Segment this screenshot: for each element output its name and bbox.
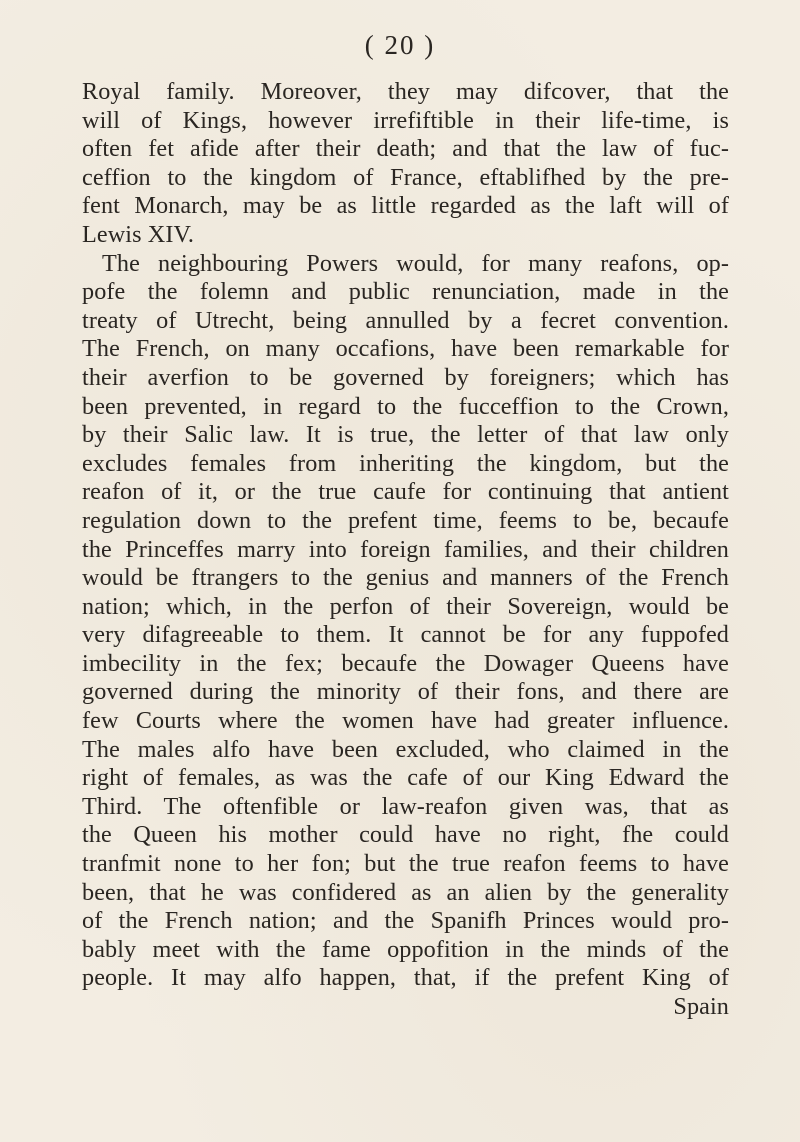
text-line: excludes females from inheriting the kingdom, but the xyxy=(82,449,729,477)
text-line: bably meet with the fame oppofition in the minds of the xyxy=(82,935,729,963)
text-line: reafon of it, or the true caufe for continuing that antient xyxy=(82,478,729,506)
text-line: few Courts where the women have had greater influence. xyxy=(82,707,729,735)
catchword: Spain xyxy=(673,993,729,1020)
text-line: regulation down to the prefent time, feems to be, becaufe xyxy=(82,506,729,534)
text-line: the Queen his mother could have no right, fhe could xyxy=(82,821,729,849)
text-line: The males alfo have been excluded, who claimed in the xyxy=(82,735,729,763)
text-line: people. It may alfo happen, that, if the prefent King of xyxy=(82,964,729,992)
text-line: by their Salic law. It is true, the letter of that law only xyxy=(82,421,729,449)
text-line: their averfion to be governed by foreigners; which has xyxy=(82,363,729,391)
text-line: been, that he was confidered as an alien by the generality xyxy=(82,878,729,906)
text-line: nation; which, in the perfon of their Sovereign, would be xyxy=(82,592,729,620)
page-number: ( 20 ) xyxy=(364,30,436,60)
text-line: governed during the minority of their fons, and there are xyxy=(82,678,729,706)
text-line: the Princeffes marry into foreign families, and their children xyxy=(82,535,729,563)
text-line: of the French nation; and the Spanifh Princes would pro- xyxy=(82,907,729,935)
text-line: fent Monarch, may be as little regarded as the laft will of xyxy=(82,192,729,220)
text-line: would be ftrangers to the genius and manners of the French xyxy=(82,564,729,592)
text-line: often fet afide after their death; and that the law of fuc- xyxy=(82,135,729,163)
text-line: The French, on many occafions, have been remarkable for xyxy=(82,335,729,363)
text-line: will of Kings, however irrefiftible in their life-time, is xyxy=(82,106,729,134)
text-line: right of females, as was the cafe of our King Edward the xyxy=(82,764,729,792)
text-line: Lewis XIV. xyxy=(82,220,195,248)
text-line: Third. The oftenfible or law-reafon given was, that as xyxy=(82,792,729,820)
text-line: tranfmit none to her fon; but the true reafon feems to have xyxy=(82,850,729,878)
text-line: pofe the folemn and public renunciation, made in the xyxy=(82,278,729,306)
text-line: ceffion to the kingdom of France, eftablifhed by the pre- xyxy=(82,163,729,191)
text-line: The neighbouring Powers would, for many reafons, op- xyxy=(102,249,729,277)
text-line: very difagreeable to them. It cannot be for any fuppofed xyxy=(82,621,729,649)
text-line: imbecility in the fex; becaufe the Dowager Queens have xyxy=(82,649,729,677)
body-text xyxy=(82,78,729,1022)
text-line: been prevented, in regard to the fucceffion to the Crown, xyxy=(82,392,729,420)
text-line: Royal family. Moreover, they may difcover, that the xyxy=(82,78,729,105)
text-line: treaty of Utrecht, being annulled by a fecret convention. xyxy=(82,306,729,334)
